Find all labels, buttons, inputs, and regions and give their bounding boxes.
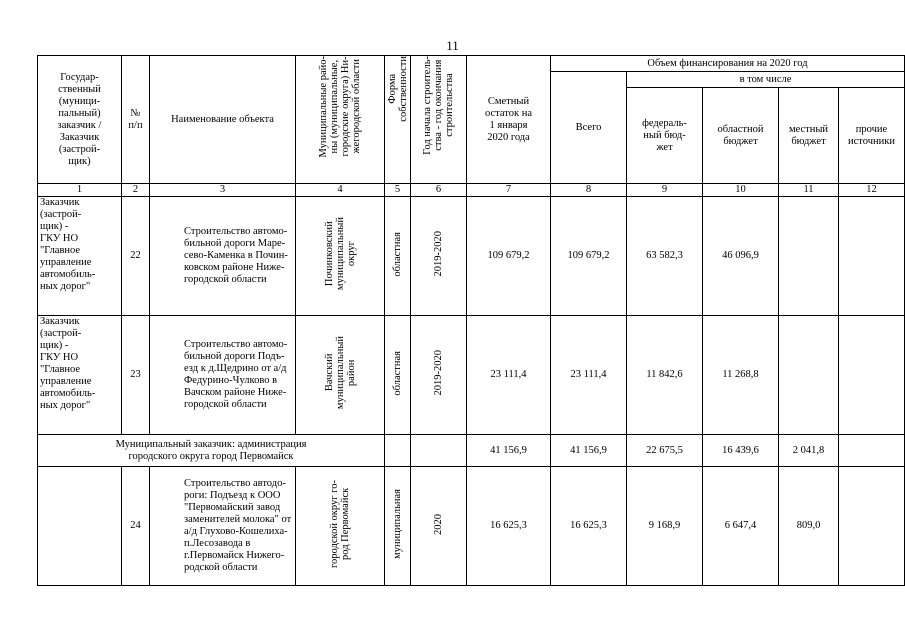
row-estimate: 23 111,4 xyxy=(467,316,551,435)
row-number: 24 xyxy=(122,467,150,586)
row-total: 23 111,4 xyxy=(551,316,627,435)
header-municipal-districts: Муниципальные райо- ны (муниципальные, городские округа) Ни- жегородской области xyxy=(296,56,385,184)
municipal-estimate: 41 156,9 xyxy=(467,435,551,467)
column-number: 11 xyxy=(779,184,839,197)
header-other-sources: прочие источники xyxy=(839,88,905,184)
municipal-total: 41 156,9 xyxy=(551,435,627,467)
header-ownership-form: Форма собственности xyxy=(385,56,411,184)
table-row xyxy=(38,316,905,435)
row-customer: Заказчик (застрой- щик) - ГКУ НО "Главное управление автомобиль- ных дорог" xyxy=(38,197,122,316)
header-financing-volume: Объем финансирования на 2020 год xyxy=(551,56,905,72)
row-number: 22 xyxy=(122,197,150,316)
column-number: 10 xyxy=(703,184,779,197)
row-estimate: 109 679,2 xyxy=(467,197,551,316)
empty-cell xyxy=(411,435,467,467)
column-number: 7 xyxy=(467,184,551,197)
header-estimated-balance: Сметный остаток на 1 января 2020 года xyxy=(467,56,551,184)
row-regional: 6 647,4 xyxy=(703,467,779,586)
column-number: 8 xyxy=(551,184,627,197)
row-years: 2019-2020 xyxy=(411,197,467,316)
row-local: 809,0 xyxy=(779,467,839,586)
row-ownership: областная xyxy=(385,316,411,435)
row-object-name: Строительство автодо- роги: Подъезд к ООО "Первомайский завод заменителей молока" от а/д Глухово-Кошелиха- п.Лесозавода в г.Первомайск Нижего- родской области xyxy=(150,467,296,586)
header-including: в том числе xyxy=(627,72,905,88)
row-total: 16 625,3 xyxy=(551,467,627,586)
row-estimate: 16 625,3 xyxy=(467,467,551,586)
row-district: Вачский муниципальный район xyxy=(296,316,385,435)
municipal-local: 2 041,8 xyxy=(779,435,839,467)
column-number: 5 xyxy=(385,184,411,197)
header-federal-budget: федераль- ный бюд- жет xyxy=(627,88,703,184)
row-district: Починковский муниципальный округ xyxy=(296,197,385,316)
row-local xyxy=(779,316,839,435)
row-federal: 11 842,6 xyxy=(627,316,703,435)
row-federal: 63 582,3 xyxy=(627,197,703,316)
header-regional-budget: областной бюджет xyxy=(703,88,779,184)
row-ownership: муниципальная xyxy=(385,467,411,586)
row-object-name: Строительство автомо- бильной дороги Подъ- езд к д.Щедрино от а/д Федурино-Чулково в Вачском районе Ниже- городской области xyxy=(150,316,296,435)
row-ownership: областная xyxy=(385,197,411,316)
financing-table xyxy=(37,55,905,586)
column-number: 6 xyxy=(411,184,467,197)
header-object-name: Наименование объекта xyxy=(150,56,296,184)
row-total: 109 679,2 xyxy=(551,197,627,316)
table-row xyxy=(38,197,905,316)
row-other xyxy=(839,197,905,316)
row-number: 23 xyxy=(122,316,150,435)
row-local xyxy=(779,197,839,316)
row-customer xyxy=(38,467,122,586)
row-regional: 11 268,8 xyxy=(703,316,779,435)
header-local-budget: местный бюджет xyxy=(779,88,839,184)
row-federal: 9 168,9 xyxy=(627,467,703,586)
column-number: 9 xyxy=(627,184,703,197)
column-number: 3 xyxy=(150,184,296,197)
empty-cell xyxy=(385,435,411,467)
column-numbers-row xyxy=(38,184,905,197)
row-object-name: Строительство автомо- бильной дороги Маре- сево-Каменка в Почин- ковском районе Ниже- городской области xyxy=(150,197,296,316)
row-years: 2019-2020 xyxy=(411,316,467,435)
column-number: 2 xyxy=(122,184,150,197)
row-regional: 46 096,9 xyxy=(703,197,779,316)
page-number: 11 xyxy=(446,38,459,53)
municipal-customer-row xyxy=(38,435,905,467)
municipal-customer-label: Муниципальный заказчик: администрация городского округа город Первомайск xyxy=(38,435,385,467)
row-other xyxy=(839,467,905,586)
header-customer: Государ- ственный (муници- пальный) заказчик / Заказчик (застрой- щик) xyxy=(38,56,122,184)
row-years: 2020 xyxy=(411,467,467,586)
municipal-other xyxy=(839,435,905,467)
header-number: № п/п xyxy=(122,56,150,184)
row-district: городской округ го- род Первомайск xyxy=(296,467,385,586)
municipal-regional: 16 439,6 xyxy=(703,435,779,467)
table-row xyxy=(38,467,905,586)
municipal-federal: 22 675,5 xyxy=(627,435,703,467)
column-number: 1 xyxy=(38,184,122,197)
row-other xyxy=(839,316,905,435)
header-total: Всего xyxy=(551,72,627,184)
header-years: Год начала строитель- ства - год окончания строительства xyxy=(411,56,467,184)
column-number: 4 xyxy=(296,184,385,197)
row-customer: Заказчик (застрой- щик) - ГКУ НО "Главное управление автомобиль- ных дорог" xyxy=(38,316,122,435)
column-number: 12 xyxy=(839,184,905,197)
